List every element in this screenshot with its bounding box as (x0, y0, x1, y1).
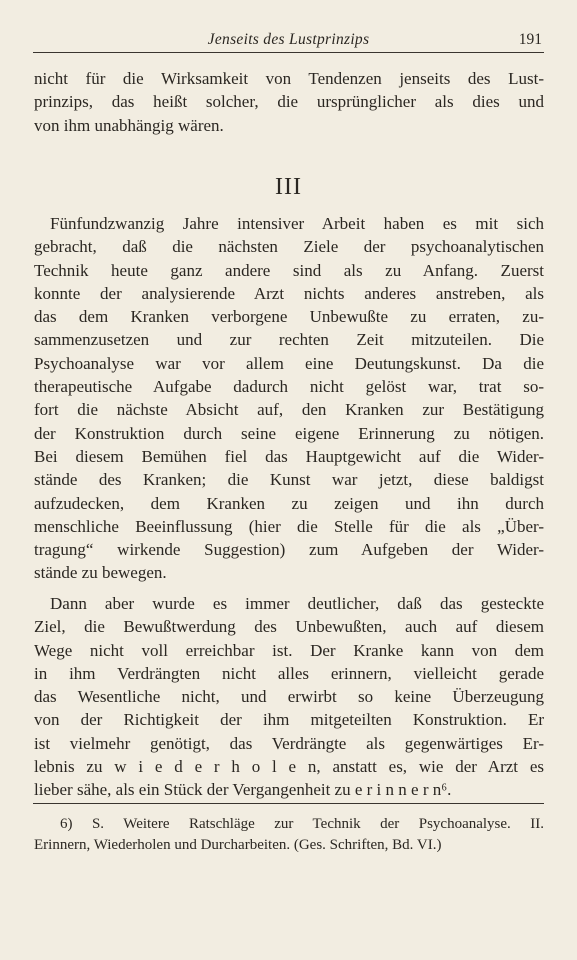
text-line: menschliche Beeinflussung (hier die Stelle für die als „Über- (34, 516, 544, 536)
footnote-rule (33, 803, 544, 804)
running-title: Jenseits des Lustprinzips (207, 31, 370, 48)
running-header (33, 28, 544, 53)
paragraph-2 (34, 592, 544, 802)
text-line: sammenzusetzen und zur rechten Zeit mitzuteilen. Die (34, 330, 544, 350)
text-line: stände zu bewegen. (34, 563, 167, 583)
text-line: prinzips, das heißt solcher, die ursprünglicher als dies und (34, 92, 544, 112)
text-line: nicht für die Wirksamkeit von Tendenzen jenseits des Lust- (34, 69, 544, 88)
page-number: 191 (518, 31, 542, 48)
text-line: Bei diesem Bemühen fiel das Hauptgewicht auf die Wider- (34, 446, 544, 466)
text-line: Dann aber wurde es immer deutlicher, daß das gesteckte (50, 594, 544, 613)
text-line: lebnis zu w i e d e r h o l e n, anstatt es, wie der Arzt es (34, 757, 544, 777)
footnote (34, 814, 544, 856)
text-line: das Wesentliche nicht, und erwirbt so keine Überzeugung (34, 687, 544, 707)
text-line: therapeutische Aufgabe dadurch nicht gelöst war, trat so- (34, 377, 544, 397)
text-line: stände des Kranken; die Kunst war jetzt, diese baldigst (34, 470, 544, 490)
text-line: von der Richtigkeit der ihm mitgeteilten Konstruktion. Er (34, 710, 544, 730)
section-heading: III (275, 174, 302, 200)
text-line: in ihm Verdrängten nicht alles erinnern, vielleicht gerade (34, 663, 544, 683)
text-line: aufzudecken, dem Kranken zu zeigen und ihn durch (34, 493, 544, 513)
text-line: Wege nicht voll erreichbar ist. Der Kranke kann von dem (34, 640, 544, 660)
text-line: fort die nächste Absicht auf, den Kranken zur Bestätigung (34, 400, 544, 420)
text-line: gebracht, daß die nächsten Ziele der psychoanalytischen (34, 237, 544, 257)
paragraph-1 (34, 212, 544, 585)
text-line: Ziel, die Bewußtwerdung des Unbewußten, auch auf diesem (34, 617, 544, 637)
text-line: das dem Kranken verborgene Unbewußte zu erraten, zu- (34, 307, 544, 327)
footnote-line: Erinnern, Wiederholen und Durcharbeiten. (Ges. Schriften, Bd. VI.) (34, 837, 442, 853)
text-line: ist vielmehr genötigt, das Verdrängte als gegenwärtiges Er- (34, 733, 544, 753)
text-line: Psychoanalyse war vor allem eine Deutungskunst. Da die (34, 353, 544, 373)
intro-text (34, 67, 544, 137)
text-line: lieber sähe, als ein Stück der Vergangenheit zu e r i n n e r n⁶. (34, 780, 452, 800)
text-line: konnte der analysierende Arzt nichts anderes anstreben, als (34, 283, 544, 303)
text-line: der Konstruktion durch seine eigene Erinnerung zu nötigen. (34, 423, 544, 443)
text-line: tragung“ wirkende Suggestion) zum Aufgeben der Wider- (34, 540, 544, 560)
text-line: Fünfundzwanzig Jahre intensiver Arbeit haben es mit sich (50, 214, 544, 233)
text-line: von ihm unabhängig wären. (34, 115, 224, 135)
footnote-line: 6) S. Weitere Ratschläge zur Technik der Psychoanalyse. II. (60, 816, 544, 832)
text-line: Technik heute ganz andere sind als zu Anfang. Zuerst (34, 260, 544, 280)
